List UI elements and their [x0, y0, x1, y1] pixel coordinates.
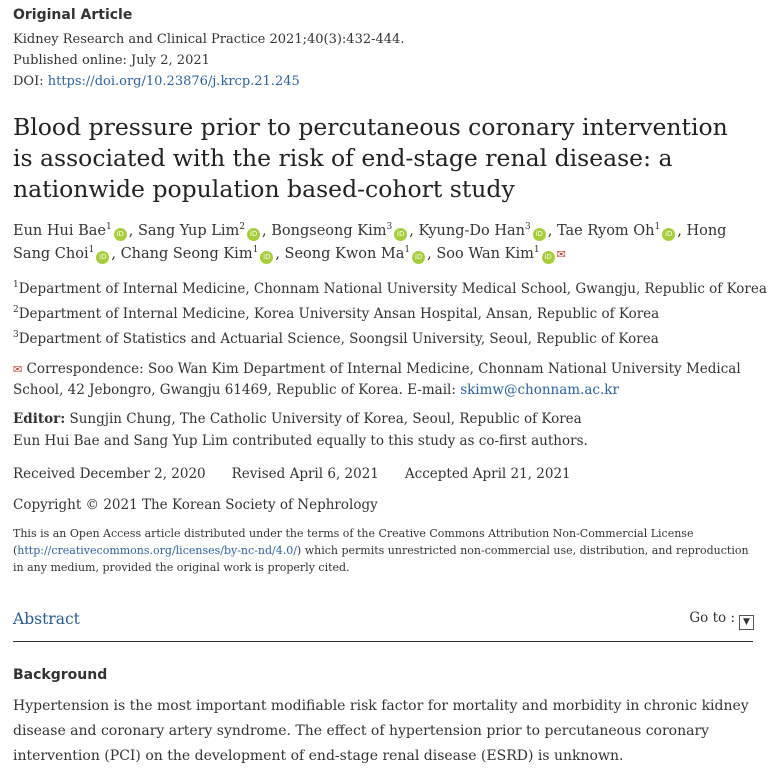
author[interactable]: Hong Sang Choi$^1$ [13, 223, 727, 262]
orcid-icon[interactable]: iD [412, 251, 425, 264]
abstract-heading: Abstract [13, 610, 80, 628]
author-list: Eun Hui Bae$^1$iD , Sang Yup Lim$^2$iD , Bongseong Kim$^3$iD , Kyung-Do Han$^3$iD , Tae Ryom Oh$^1$iD , Hong Sang Choi$^1$iD , Chang Seong Kim$^1$iD , Seong Kwon Ma$^1$iD , Soo Wan Kim$^1$iD ✉ [13, 222, 727, 262]
orcid-icon[interactable]: iD [394, 228, 407, 241]
correspondence-text: Correspondence: Soo Wan Kim Department of Internal Medicine, Chonnam National University Medical School, 42 Jebongro, Gwangju 61469, Republic of Korea. E-mail: [13, 361, 741, 398]
revised-date: Revised April 6, 2021 [231, 466, 379, 482]
affiliation: $^3$Department of Statistics and Actuarial Science, Soongsil University, Seoul, Republic of Korea [13, 330, 659, 347]
received-date: Received December 2, 2020 [13, 466, 206, 482]
copyright: Copyright © 2021 The Korean Society of Nephrology [13, 497, 378, 513]
published-date: Published online: July 2, 2021 [13, 53, 210, 68]
journal-citation: Kidney Research and Clinical Practice 2021;40(3):432-444. [13, 32, 405, 47]
license-text: This is an Open Access article distributed under the terms of the Creative Commons Attribution Non-Commercial License (http://creativecommons.org/licenses/by-nc-nd/4.0/) which permits unrestricted non-commercial use, distribution, and reproduction in any medium, provided the original work is properly cited. [13, 527, 749, 574]
editor-text: Sungjin Chung, The Catholic University of Korea, Seoul, Republic of Korea [65, 411, 582, 427]
editor-line [13, 409, 582, 429]
background-heading: Background [13, 667, 108, 683]
dates-line [13, 464, 571, 484]
goto-control[interactable] [689, 610, 754, 630]
author[interactable]: Tae Ryom Oh$^1$ [556, 222, 661, 239]
doi-line [13, 71, 300, 92]
correspondence [13, 359, 753, 400]
mail-icon: ✉ [13, 363, 23, 376]
orcid-icon[interactable]: iD [533, 228, 546, 241]
doi-label: DOI: [13, 74, 48, 89]
article-title: Blood pressure prior to percutaneous coronary intervention is associated with the risk of end-stage renal disease: a nationwide population based-cohort study [13, 113, 728, 203]
author[interactable]: Bongseong Kim$^3$ [271, 222, 393, 239]
affiliation: $^1$Department of Internal Medicine, Chonnam National University Medical School, Gwangju, Republic of Korea [13, 280, 767, 297]
divider [13, 641, 753, 642]
doi-link[interactable]: https://doi.org/10.23876/j.krcp.21.245 [47, 74, 300, 89]
editor-label: Editor: [13, 411, 66, 427]
goto-label: Go to : [689, 610, 735, 626]
author[interactable]: Chang Seong Kim$^1$ [120, 245, 259, 262]
orcid-icon[interactable]: iD [96, 251, 109, 264]
orcid-icon[interactable]: iD [114, 228, 127, 241]
orcid-icon[interactable]: iD [542, 251, 555, 264]
chevron-down-icon[interactable]: ▼ [739, 615, 754, 630]
orcid-icon[interactable]: iD [662, 228, 675, 241]
co-first-note: Eun Hui Bae and Sang Yup Lim contributed equally to this study as co-first authors. [13, 433, 588, 449]
author[interactable]: Kyung-Do Han$^3$ [418, 222, 531, 239]
affiliation: $^2$Department of Internal Medicine, Korea University Ansan Hospital, Ansan, Republic of Korea [13, 305, 660, 322]
author[interactable]: Eun Hui Bae$^1$ [13, 222, 112, 239]
author[interactable]: Seong Kwon Ma$^1$ [284, 245, 411, 262]
mail-icon[interactable]: ✉ [556, 248, 566, 261]
author[interactable]: Soo Wan Kim$^1$ [436, 245, 540, 262]
article-type: Original Article [13, 7, 133, 23]
license-link[interactable]: http://creativecommons.org/licenses/by-nc-nd/4.0/ [17, 544, 297, 557]
email-link[interactable]: skimw@chonnam.ac.kr [460, 382, 619, 398]
background-text: Hypertension is the most important modifiable risk factor for mortality and morbidity in chronic kidney disease and coronary artery syndrome. The effect of hypertension prior to percutaneous coronary intervention (PCI) on the development of end-stage renal disease (ESRD) is unknown. [13, 698, 749, 764]
accepted-date: Accepted April 21, 2021 [404, 466, 571, 482]
orcid-icon[interactable]: iD [247, 228, 260, 241]
author[interactable]: Sang Yup Lim$^2$ [137, 222, 246, 239]
orcid-icon[interactable]: iD [260, 251, 273, 264]
